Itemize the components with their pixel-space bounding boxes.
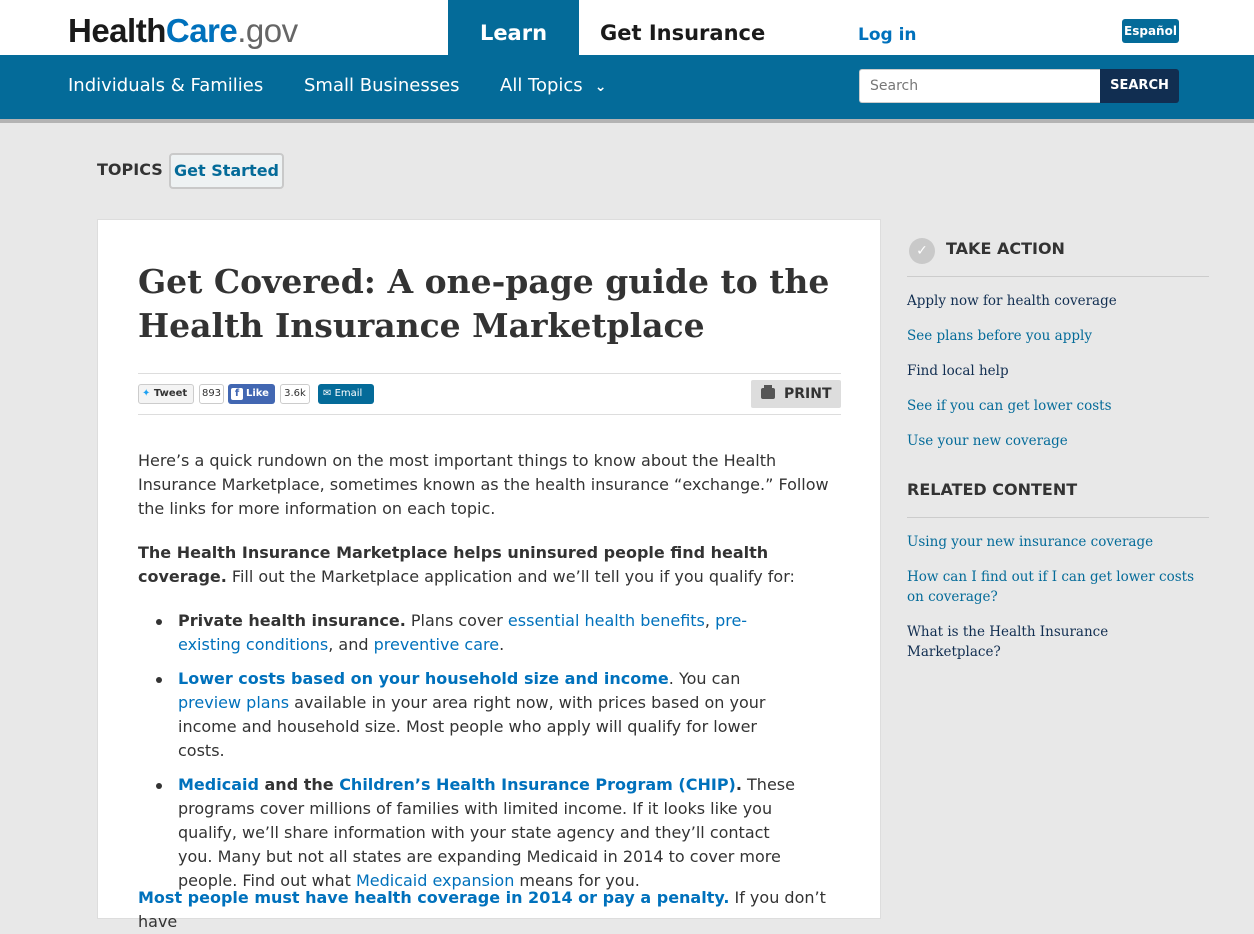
qualify-list (178, 609, 800, 903)
twitter-bird-icon: ✦ (142, 388, 151, 399)
list-text: , (704, 611, 716, 630)
list-item (178, 773, 800, 893)
lower-costs-link[interactable]: Lower costs based on your household size and income (178, 669, 669, 688)
nav-all-topics-label: All Topics (500, 75, 583, 96)
topics-label: TOPICS (97, 160, 163, 179)
logo-part-care: Care (165, 12, 238, 49)
marketplace-text: Fill out the Marketplace application and we’ll tell you if you qualify for: (226, 567, 795, 586)
tab-get-insurance[interactable]: Get Insurance (600, 21, 766, 45)
like-count: 3.6k (280, 384, 310, 404)
envelope-icon: ✉ (323, 388, 332, 399)
list-text: available in your area right now, with prices based on your income and household size. Most people who apply will qualify for lower costs. (178, 693, 766, 760)
chip-link[interactable]: Children’s Health Insurance Program (CHIP) (339, 775, 736, 794)
preview-plans-link[interactable]: preview plans (178, 693, 290, 712)
penalty-text: If you don’t have (138, 888, 826, 931)
sidebar-divider (907, 276, 1209, 277)
topic-get-started-button[interactable]: Get Started (169, 153, 284, 189)
list-text: These programs cover millions of families with limited income. If it looks like you qualify, we’ll share information with your state agency and they’ll contact you. Many but not all states are expanding Medicaid in 2014 to cover more people. Find out what (178, 775, 795, 890)
nav-all-topics[interactable] (500, 55, 606, 119)
pre-existing-conditions-link[interactable]: pre-existing conditions (178, 611, 748, 654)
top-bar (0, 0, 1254, 55)
search-button[interactable]: SEARCH (1100, 69, 1179, 103)
email-label: Email (334, 388, 363, 399)
print-button[interactable] (751, 380, 841, 408)
checkmark-icon: ✓ (909, 238, 935, 264)
share-bar (138, 373, 841, 415)
tweet-button[interactable] (138, 384, 194, 404)
marketplace-bold-lead: The Health Insurance Marketplace helps uninsured people find health coverage. (138, 543, 769, 586)
list-text: , and (328, 635, 374, 654)
logo-part-health: Health (68, 12, 166, 49)
related-content-heading: RELATED CONTENT (907, 480, 1078, 499)
list-text: means for you. (519, 871, 640, 890)
nav-individuals-families[interactable]: Individuals & Families (68, 75, 264, 96)
related-link-using-coverage[interactable]: Using your new insurance coverage (907, 534, 1154, 550)
login-link[interactable]: Log in (858, 25, 917, 45)
take-action-heading: TAKE ACTION (946, 239, 1065, 258)
penalty-paragraph (138, 886, 838, 934)
sidebar-link-use-coverage[interactable]: Use your new coverage (907, 433, 1068, 449)
like-label: Like (246, 388, 269, 399)
related-link-lower-costs-question[interactable]: How can I find out if I can get lower costs on coverage? (907, 569, 1195, 605)
logo-part-gov: .gov (237, 12, 298, 49)
sidebar-link-lower-costs[interactable]: See if you can get lower costs (907, 398, 1112, 414)
related-link-what-is-marketplace[interactable]: What is the Health Insurance Marketplace? (907, 624, 1109, 660)
marketplace-paragraph (138, 541, 841, 589)
email-share-button[interactable] (318, 384, 374, 404)
facebook-icon: f (231, 388, 243, 400)
preventive-care-link[interactable]: preventive care (373, 635, 500, 654)
medicaid-expansion-link[interactable]: Medicaid expansion (355, 871, 520, 890)
article-card (97, 219, 881, 931)
bullet (156, 677, 162, 683)
penalty-link[interactable]: Most people must have health coverage in 2014 or pay a penalty. (138, 888, 730, 907)
tweet-label: Tweet (153, 388, 188, 399)
list-text: . (499, 635, 505, 654)
bullet (156, 783, 162, 789)
list-text: and the (258, 775, 340, 794)
list-text: . (735, 775, 742, 794)
bullet (156, 619, 162, 625)
tweet-count: 893 (199, 384, 224, 404)
sidebar-link-find-local-help[interactable]: Find local help (907, 363, 1009, 379)
main-nav-bar (0, 55, 1254, 123)
search-input[interactable] (859, 69, 1101, 103)
list-item (178, 667, 800, 763)
facebook-like-button[interactable] (228, 384, 275, 404)
sidebar-link-see-plans[interactable]: See plans before you apply (907, 328, 1092, 344)
sidebar-link-apply-now[interactable]: Apply now for health coverage (907, 293, 1117, 309)
sidebar-divider (907, 517, 1209, 518)
tab-learn[interactable]: Learn (448, 0, 579, 55)
print-label: PRINT (784, 386, 832, 402)
espanol-language-button[interactable]: Español (1122, 19, 1179, 43)
printer-icon (761, 388, 775, 399)
page-title: Get Covered: A one-page guide to the Health Insurance Marketplace (138, 262, 830, 345)
private-insurance-bold: Private health insurance. (178, 611, 406, 630)
list-item (178, 609, 800, 657)
list-text: . You can (668, 669, 741, 688)
healthcare-gov-logo[interactable] (68, 12, 298, 50)
medicaid-link[interactable]: Medicaid (178, 775, 259, 794)
intro-paragraph: Here’s a quick rundown on the most important things to know about the Health Insurance Marketplace, sometimes known as the health insurance “exchange.” Follow the links for more information on each topic. (138, 451, 829, 518)
nav-small-businesses[interactable]: Small Businesses (304, 75, 460, 96)
list-text: Plans cover (405, 611, 508, 630)
essential-health-benefits-link[interactable]: essential health benefits (507, 611, 705, 630)
chevron-down-icon: ⌄ (594, 79, 607, 95)
